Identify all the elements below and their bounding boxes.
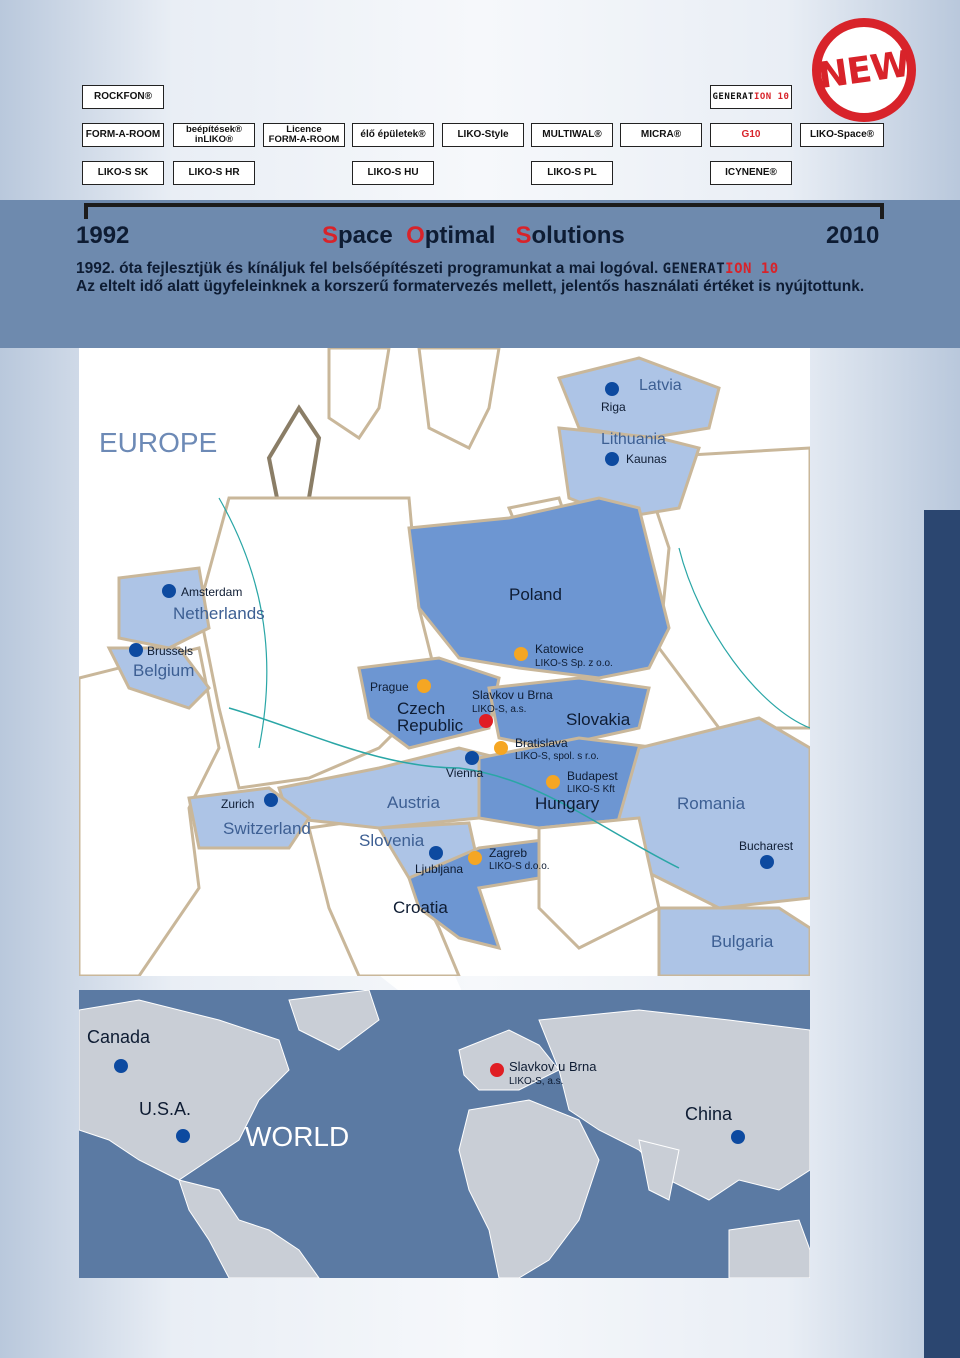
- box-liko-s-hu[interactable]: LIKO-S HU: [352, 161, 434, 185]
- label-bratislava: Bratislava: [515, 736, 568, 750]
- world-title: WORLD: [245, 1121, 350, 1152]
- company-world-slavkov: LIKO-S, a.s.: [509, 1076, 564, 1087]
- box-liko-s-sk[interactable]: LIKO-S SK: [82, 161, 164, 185]
- dot-canada[interactable]: [114, 1059, 128, 1073]
- company-budapest: LIKO-S Kft: [567, 784, 615, 795]
- label-bucharest: Bucharest: [739, 839, 794, 853]
- label-hungary: Hungary: [535, 794, 600, 813]
- label-slovenia: Slovenia: [359, 831, 425, 850]
- label-poland: Poland: [509, 585, 562, 604]
- box-micra[interactable]: MICRA®: [620, 123, 702, 147]
- label-zagreb: Zagreb: [489, 846, 528, 860]
- label-ljubljana: Ljubljana: [415, 862, 464, 876]
- box-licence[interactable]: Licence FORM-A-ROOM: [263, 123, 345, 147]
- dot-usa[interactable]: [176, 1129, 190, 1143]
- label-croatia: Croatia: [393, 898, 448, 917]
- box-g10[interactable]: G10: [710, 123, 792, 147]
- label-latvia: Latvia: [639, 377, 682, 394]
- generation10-logo: GENERATION 10: [712, 92, 790, 102]
- label-world-slavkov: Slavkov u Brna: [509, 1059, 597, 1074]
- label-budapest: Budapest: [567, 769, 618, 783]
- box-multiwal[interactable]: MULTIWAL®: [531, 123, 613, 147]
- label-lithuania: Lithuania: [601, 431, 666, 448]
- label-czech: Czech: [397, 699, 446, 718]
- svg-text:EUROPE: EUROPE: [99, 427, 218, 458]
- box-liko-s-hr[interactable]: LIKO-S HR: [173, 161, 255, 185]
- label-slavkov: Slavkov u Brna: [472, 688, 553, 702]
- label-switzerland: Switzerland: [223, 819, 311, 838]
- slogan: Space Optimal Solutions: [322, 222, 625, 249]
- label-republic: Republic: [397, 716, 464, 735]
- year-start: 1992: [76, 222, 130, 249]
- label-usa: U.S.A.: [139, 1099, 192, 1119]
- label-netherlands: Netherlands: [173, 604, 265, 623]
- box-elo-epuletek[interactable]: élő épületek®: [352, 123, 434, 147]
- label-katowice: Katowice: [535, 642, 584, 656]
- box-liko-s-pl[interactable]: LIKO-S PL: [531, 161, 613, 185]
- label-romania: Romania: [677, 794, 746, 813]
- year-end: 2010: [826, 222, 880, 249]
- label-riga: Riga: [601, 400, 626, 414]
- label-canada: Canada: [87, 1027, 151, 1047]
- label-bulgaria: Bulgaria: [711, 932, 774, 951]
- label-belgium: Belgium: [133, 661, 195, 680]
- box-beepitesek[interactable]: beépítések® inLIKO®: [173, 123, 255, 147]
- label-vienna: Vienna: [446, 766, 484, 780]
- box-form-a-room[interactable]: FORM-A-ROOM: [82, 123, 164, 147]
- generation10-inline-logo: GENERATION 10: [662, 261, 779, 277]
- company-zagreb: LIKO-S d.o.o.: [489, 861, 550, 872]
- label-kaunas: Kaunas: [626, 452, 667, 466]
- label-zurich: Zurich: [221, 797, 255, 811]
- dot-world-slavkov[interactable]: [490, 1063, 504, 1077]
- world-map: [79, 990, 810, 1278]
- label-austria: Austria: [387, 793, 440, 812]
- label-prague: Prague: [370, 680, 409, 694]
- box-liko-space[interactable]: LIKO-Space®: [800, 123, 884, 147]
- dot-china[interactable]: [731, 1130, 745, 1144]
- intro-text: 1992. óta fejlesztjük és kínáljuk fel belsőépítészeti programunkat a mai logóval. GENERATION 10 Az eltelt idő alatt ügyfeleinknek a korszerű formatervezés mellett, jelentős használati értéket is nyújtottunk.: [76, 260, 865, 295]
- box-rockfon[interactable]: ROCKFON®: [82, 85, 164, 109]
- company-bratislava: LIKO-S, spol. s r.o.: [515, 751, 599, 762]
- company-slavkov: LIKO-S, a.s.: [472, 704, 527, 715]
- new-badge: NEW: [812, 18, 916, 122]
- company-katowice: LIKO-S Sp. z o.o.: [535, 658, 613, 669]
- box-icynene[interactable]: ICYNENE®: [710, 161, 792, 185]
- label-china: China: [685, 1104, 733, 1124]
- label-slovakia: Slovakia: [566, 710, 631, 729]
- label-amsterdam: Amsterdam: [181, 585, 243, 599]
- box-liko-style[interactable]: LIKO-Style: [442, 123, 524, 147]
- label-brussels: Brussels: [147, 644, 194, 658]
